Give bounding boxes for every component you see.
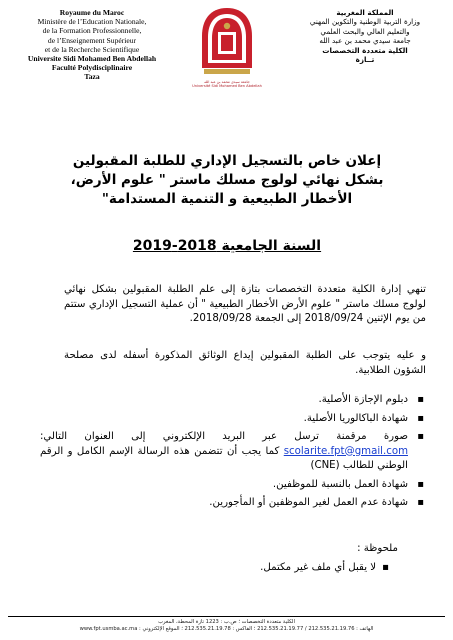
header-fr-line: Faculté Polydisciplinaire [51, 63, 133, 73]
header-fr-line: de la Formation Professionnelle, [42, 26, 142, 36]
header-ar-line: وزارة التربية الوطنية والتكوين المهني [309, 17, 421, 27]
header-arabic [285, 8, 445, 64]
note-item [260, 562, 389, 573]
academic-year: السنة الجامعية 2018-2019 [132, 238, 322, 254]
header-fr-line: Universite Sidi Mohamed Ben Abdellah [27, 54, 157, 64]
header-fr-line: Royaume du Maroc [59, 8, 125, 17]
list-item-text: كما يجب أن تتضمن هذه الرسالة الإسم الكامل و الرقم الوطني للطالب (CNE) [40, 445, 408, 471]
title-line: بشكل نهائي لولوج مسلك ماستر " علوم الأرض، [70, 172, 384, 188]
header-ar-line: والتعليم العالي والبحث العلمي [320, 26, 410, 36]
list-item-text: شهادة العمل بالنسبة للموظفين. [272, 478, 408, 490]
header-french [8, 8, 176, 82]
documents-list [40, 393, 426, 515]
list-item [40, 430, 426, 474]
footer-line: الهاتف : 212.535.21.19.76 / 212.535.21.19.77 ؛ الفاكس : 212.535.21.19.78 ؛ الموقع الإلكتروني : www.fpt.usmba.ac.ma [79, 626, 374, 633]
header-ar-line: تــازة [355, 55, 375, 65]
announcement-title [40, 152, 414, 209]
list-item-text: صورة مرقمنة ترسل عبر البريد الإلكتروني إلى العنوان التالي: [40, 431, 408, 442]
email-link[interactable]: scolarite.fpt@gmail.com [283, 445, 408, 457]
footer-line: الكلية متعددة التخصصات ؛ ص.ب : 1223 تازة المحطة، المغرب [158, 619, 295, 625]
header-fr-line: Taza [84, 72, 100, 82]
header-ar-line: المملكة المغربية [336, 8, 394, 17]
list-item [40, 412, 426, 427]
page-footer [8, 616, 445, 634]
list-item [40, 393, 426, 408]
bullet-icon: ▪ [382, 562, 389, 573]
list-item [40, 478, 426, 493]
list-item-text: دبلوم الإجازة الأصلية. [318, 394, 408, 405]
logo-caption-fr: Université Sidi Mohamed Ben Abdellah [192, 84, 262, 89]
title-line: الأخطار الطبيعية و التنمية المستدامة" [101, 191, 353, 207]
note-heading: ملحوظة : [357, 543, 398, 554]
list-item [40, 496, 426, 511]
logo-caption-ar: جامعة سيدي محمد بن عبد الله [204, 80, 250, 84]
requirement-paragraph: و عليه يتوجب على الطلبة المقبولين إيداع الوثائق المذكورة أسفله لدى مصلحة الشؤون الطلابية. [64, 350, 426, 376]
header-fr-line: et de la Recherche Scientifique [44, 44, 140, 54]
list-item-text: شهادة الباكالوريا الأصلية. [303, 412, 408, 424]
header-ar-line: الكلية متعددة التخصصات [322, 45, 408, 55]
title-line: إعلان خاص بالتسجيل الإداري للطلبة المقبولين [72, 153, 382, 169]
header-fr-line: de l’Enseignement Supérieur [47, 35, 137, 45]
university-logo [198, 6, 256, 76]
note-item-text: لا يقبل أي ملف غير مكتمل. [260, 562, 377, 573]
intro-paragraph: تنهي إدارة الكلية متعددة التخصصات بتازة إلى علم الطلبة المقبولين بشكل نهائي لولوج مسلك ماستر " علوم الأرض الأخطار الطبيعية " أن عملية التسجيل الإداري ستتم من يوم الإثنين 2018/09/24 إلى الجمعة 2018/09/28. [64, 284, 426, 324]
header-fr-line: Ministère de l’Education Nationale, [37, 17, 147, 27]
list-item-text: شهادة عدم العمل لغير الموظفين أو المأجورين. [209, 497, 408, 508]
logo-caption [188, 80, 266, 89]
header-ar-line: جامعة سيدي محمد بن عبد الله [319, 36, 411, 46]
